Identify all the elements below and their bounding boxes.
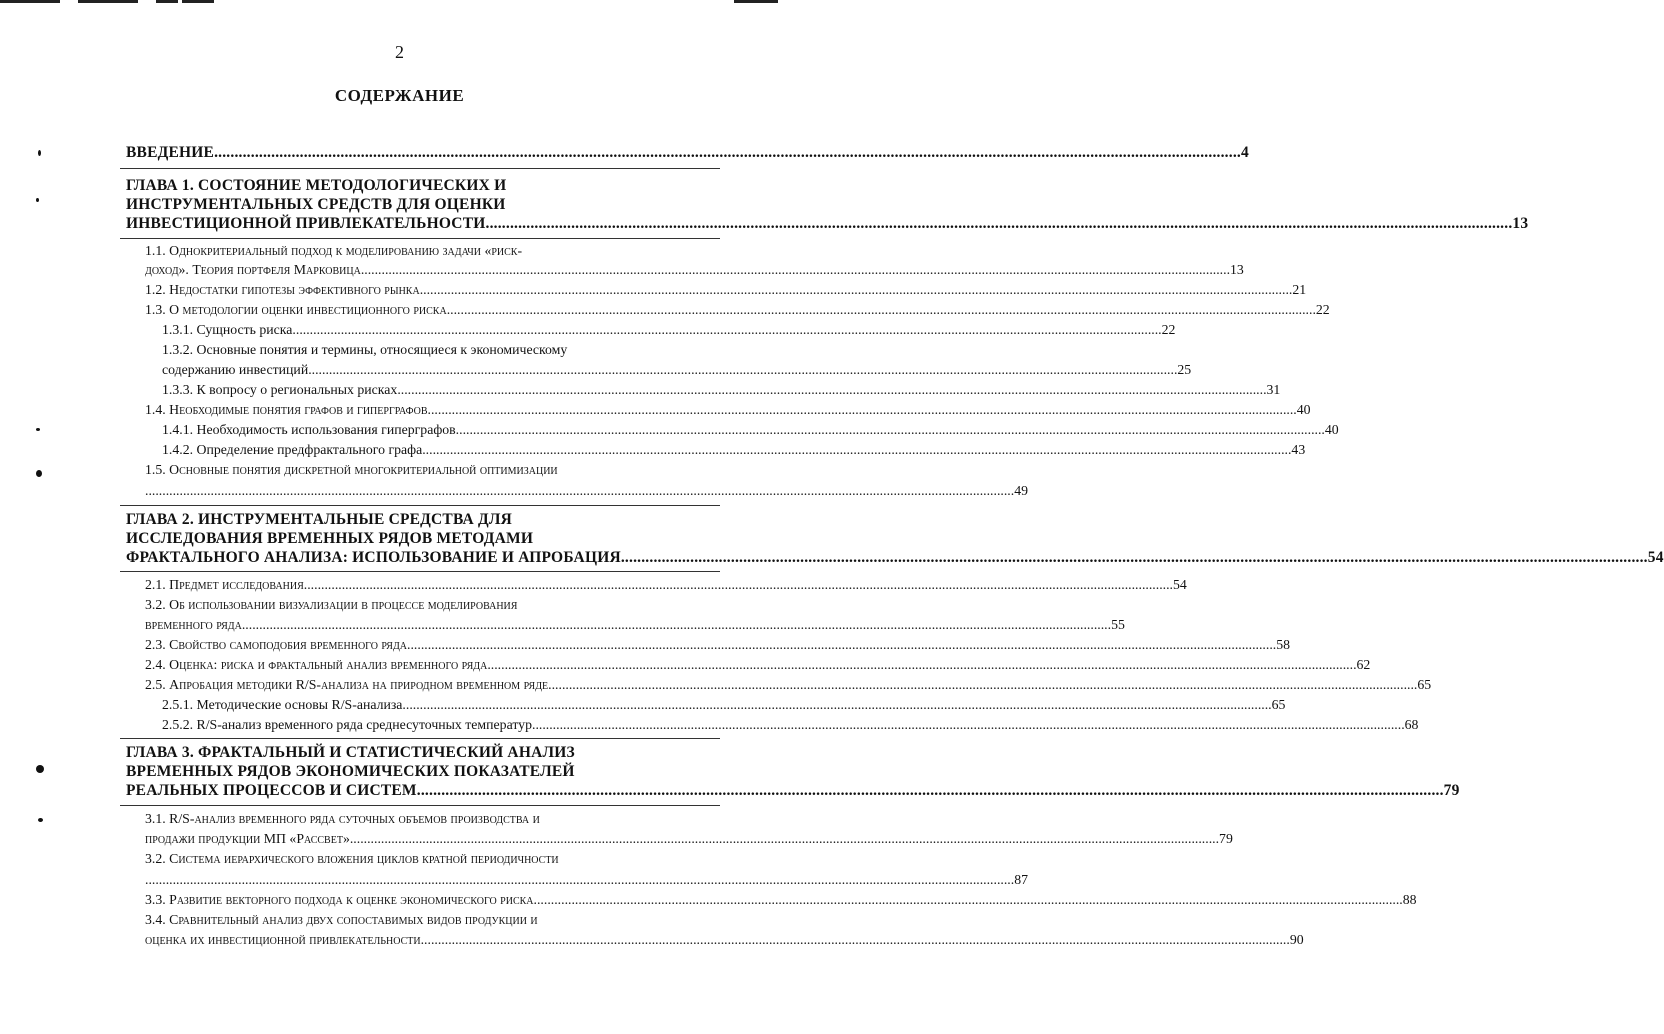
toc-2-4-label: 2.4. Оценка: риска и фрактальный анализ временного ряда <box>145 657 488 672</box>
chapter-1-page: 13 <box>1512 215 1529 232</box>
toc-1-5-page: 49 <box>1014 483 1028 498</box>
toc-2-1-label: 2.1. Предмет исследования <box>145 577 304 592</box>
toc-1-4-label: 1.4. Необходимые понятия графов и гиперграфов <box>145 402 428 417</box>
toc-1-3-2-label: содержанию инвестиций <box>162 362 309 377</box>
scan-speck <box>36 470 42 477</box>
leader-dots <box>417 782 1444 800</box>
chapter-2-page: 54 <box>1647 549 1664 566</box>
leader-dots <box>447 302 1316 318</box>
leader-dots <box>145 483 1014 499</box>
toc-3-4-line-1: 3.4. Сравнительный анализ двух сопоставимых видов продукции и <box>145 912 538 927</box>
toc-1-3-3-page: 31 <box>1266 382 1281 397</box>
toc-2-5-2[interactable] <box>162 717 1419 733</box>
leader-dots <box>421 932 1290 948</box>
chapter-3-heading-last: РЕАЛЬНЫХ ПРОЦЕССОВ И СИСТЕМ <box>126 782 417 799</box>
toc-1-1-label: доход». Теория портфеля Марковица <box>145 262 361 277</box>
page-number: 2 <box>395 42 404 62</box>
toc-1-1-line-1: 1.1. Однокритериальный подход к моделированию задачи «риск- <box>145 243 523 258</box>
toc-3-1-label: продажи продукции МП «Рассвет» <box>145 831 350 846</box>
toc-1-5-line-1: 1.5. Основные понятия дискретной многокритериальной оптимизации <box>145 462 558 477</box>
toc-2-4-page: 62 <box>1356 657 1371 672</box>
toc-2-5-1-label: 2.5.1. Методические основы R/S-анализа <box>162 697 403 712</box>
scan-speck <box>38 818 43 822</box>
toc-2-5-2-page: 68 <box>1404 717 1419 732</box>
toc-2-3-page: 58 <box>1276 637 1291 652</box>
toc-1-4-2-page: 43 <box>1291 442 1306 457</box>
chapter-1-heading-line-1: ГЛАВА 1. СОСТОЯНИЕ МЕТОДОЛОГИЧЕСКИХ И <box>126 177 507 194</box>
toc-3-2-label: временного ряда <box>145 617 242 632</box>
leader-dots <box>292 322 1161 338</box>
page-title: СОДЕРЖАНИЕ <box>334 86 465 105</box>
toc-3-2b[interactable] <box>145 872 1028 888</box>
chapter-1-heading-line-2: ИНСТРУМЕНТАЛЬНЫХ СРЕДСТВ ДЛЯ ОЦЕНКИ <box>126 196 506 213</box>
toc-1-1[interactable] <box>145 262 1244 278</box>
chapter-2-heading-line-2: ИССЛЕДОВАНИЯ ВРЕМЕННЫХ РЯДОВ МЕТОДАМИ <box>126 530 534 547</box>
toc-2-1-page: 54 <box>1172 577 1187 592</box>
toc-3-3-label: 3.3. Развитие векторного подхода к оценке экономического риска <box>145 892 534 907</box>
toc-intro[interactable] <box>126 144 1249 162</box>
toc-2-5-2-label: 2.5.2. R/S-анализ временного ряда среднесуточных температур. <box>162 717 536 732</box>
toc-1-4[interactable] <box>145 402 1311 418</box>
chapter-3-heading-line-2: ВРЕМЕННЫХ РЯДОВ ЭКОНОМИЧЕСКИХ ПОКАЗАТЕЛЕЙ <box>126 763 575 780</box>
toc-chapter-1[interactable] <box>126 215 1529 233</box>
toc-3-2b-line-1: 3.2. Система иерархического вложения циклов кратной периодичности <box>145 851 559 866</box>
toc-3-1-line-1: 3.1. R/S-анализ временного ряда суточных объемов производства и <box>145 811 540 826</box>
chapter-2-heading-last: ФРАКТАЛЬНОГО АНАЛИЗА: ИСПОЛЬЗОВАНИЕ И АПРОБАЦИЯ <box>126 549 621 566</box>
leader-dots <box>397 382 1266 398</box>
toc-2-1[interactable] <box>145 577 1187 593</box>
toc-1-3-2-page: 25 <box>1177 362 1192 377</box>
toc-3-4[interactable] <box>145 932 1304 948</box>
toc-1-4-1-label: 1.4.1. Необходимость использования гиперграфов <box>162 422 456 437</box>
toc-3-3-page: 88 <box>1402 892 1417 907</box>
divider <box>120 238 720 239</box>
toc-3-1[interactable] <box>145 831 1233 847</box>
toc-2-5-1-page: 65 <box>1271 697 1286 712</box>
divider <box>120 805 720 806</box>
scan-speck <box>36 428 40 431</box>
divider <box>120 738 720 739</box>
divider <box>120 168 720 169</box>
leader-dots <box>304 577 1173 593</box>
toc-1-3-label: 1.3. О методологии оценки инвестиционного риска <box>145 302 447 317</box>
leader-dots <box>308 362 1177 378</box>
leader-dots <box>350 831 1219 847</box>
toc-1-3-1[interactable] <box>162 322 1176 338</box>
toc-1-2[interactable] <box>145 282 1307 298</box>
scan-speck <box>36 765 44 773</box>
toc-intro-label: ВВЕДЕНИЕ <box>126 144 215 161</box>
leader-dots <box>487 657 1356 673</box>
toc-1-5[interactable] <box>145 483 1028 499</box>
toc-1-4-1[interactable] <box>162 422 1339 438</box>
toc-2-5[interactable] <box>145 677 1432 693</box>
chapter-1-heading-last: ИНВЕСТИЦИОННОЙ ПРИВЛЕКАТЕЛЬНОСТИ <box>126 215 486 232</box>
toc-2-5-label: 2.5. Апробация методики R/S-анализа на природном временном ряде <box>145 677 549 692</box>
toc-chapter-2[interactable] <box>126 549 1664 567</box>
toc-1-3-2-line-1: 1.3.2. Основные понятия и термины, относящиеся к экономическому <box>162 342 568 357</box>
leader-dots <box>486 215 1513 233</box>
toc-3-4-label: оценка их инвестиционной привлекательности <box>145 932 421 947</box>
toc-1-4-1-page: 40 <box>1324 422 1339 437</box>
toc-3-3[interactable] <box>145 892 1417 908</box>
toc-2-5-1[interactable] <box>162 697 1286 713</box>
toc-1-3-1-label: 1.3.1. Сущность риска <box>162 322 293 337</box>
top-edge-marks <box>0 0 799 4</box>
leader-dots <box>422 442 1291 458</box>
divider <box>120 505 720 506</box>
toc-1-3-3[interactable] <box>162 382 1281 398</box>
leader-dots <box>428 402 1297 418</box>
toc-3-4-page: 90 <box>1289 932 1304 947</box>
toc-1-3-page: 22 <box>1315 302 1330 317</box>
toc-chapter-3[interactable] <box>126 782 1460 800</box>
toc-1-3-1-page: 22 <box>1161 322 1176 337</box>
toc-2-3[interactable] <box>145 637 1291 653</box>
toc-1-3-2[interactable] <box>162 362 1192 378</box>
leader-dots <box>535 717 1404 733</box>
chapter-2-heading-line-1: ГЛАВА 2. ИНСТРУМЕНТАЛЬНЫЕ СРЕДСТВА ДЛЯ <box>126 511 513 528</box>
leader-dots <box>423 282 1292 298</box>
chapter-3-heading-line-1: ГЛАВА 3. ФРАКТАЛЬНЫЙ И СТАТИСТИЧЕСКИЙ АНАЛИЗ <box>126 744 575 761</box>
toc-2-5-page: 65 <box>1417 677 1432 692</box>
chapter-3-page: 79 <box>1443 782 1460 799</box>
toc-1-4-page: 40 <box>1296 402 1311 417</box>
toc-3-2-page: 55 <box>1111 617 1125 632</box>
leader-dots <box>534 892 1403 908</box>
leader-dots <box>548 677 1417 693</box>
toc-2-4[interactable] <box>145 657 1371 673</box>
toc-3-1-page: 79 <box>1219 831 1233 846</box>
leader-dots <box>361 262 1230 278</box>
toc-1-1-page: 13 <box>1230 262 1244 277</box>
toc-3-2-line-1: 3.2. Об использовании визуализации в процессе моделирования <box>145 597 518 612</box>
scan-speck <box>38 150 41 156</box>
toc-3-2[interactable] <box>145 617 1125 633</box>
toc-intro-page: 4 <box>1240 144 1249 161</box>
toc-1-2-page: 21 <box>1292 282 1307 297</box>
leader-dots <box>621 549 1648 567</box>
toc-3-2b-page: 87 <box>1014 872 1028 887</box>
toc-1-3-3-label: 1.3.3. К вопросу о региональных рисках <box>162 382 398 397</box>
leader-dots <box>407 637 1276 653</box>
toc-1-4-2-label: 1.4.2. Определение предфрактального графа <box>162 442 423 457</box>
leader-dots <box>402 697 1271 713</box>
leader-dots <box>456 422 1325 438</box>
divider <box>120 571 720 572</box>
leader-dots <box>242 617 1111 633</box>
scan-speck <box>36 198 39 202</box>
toc-1-2-label: 1.2. Недостатки гипотезы эффективного рынка. <box>145 282 424 297</box>
leader-dots <box>214 144 1241 162</box>
toc-2-3-label: 2.3. Свойство самоподобия временного ряда <box>145 637 408 652</box>
toc-1-3[interactable] <box>145 302 1330 318</box>
leader-dots <box>145 872 1014 888</box>
toc-1-4-2[interactable] <box>162 442 1306 458</box>
